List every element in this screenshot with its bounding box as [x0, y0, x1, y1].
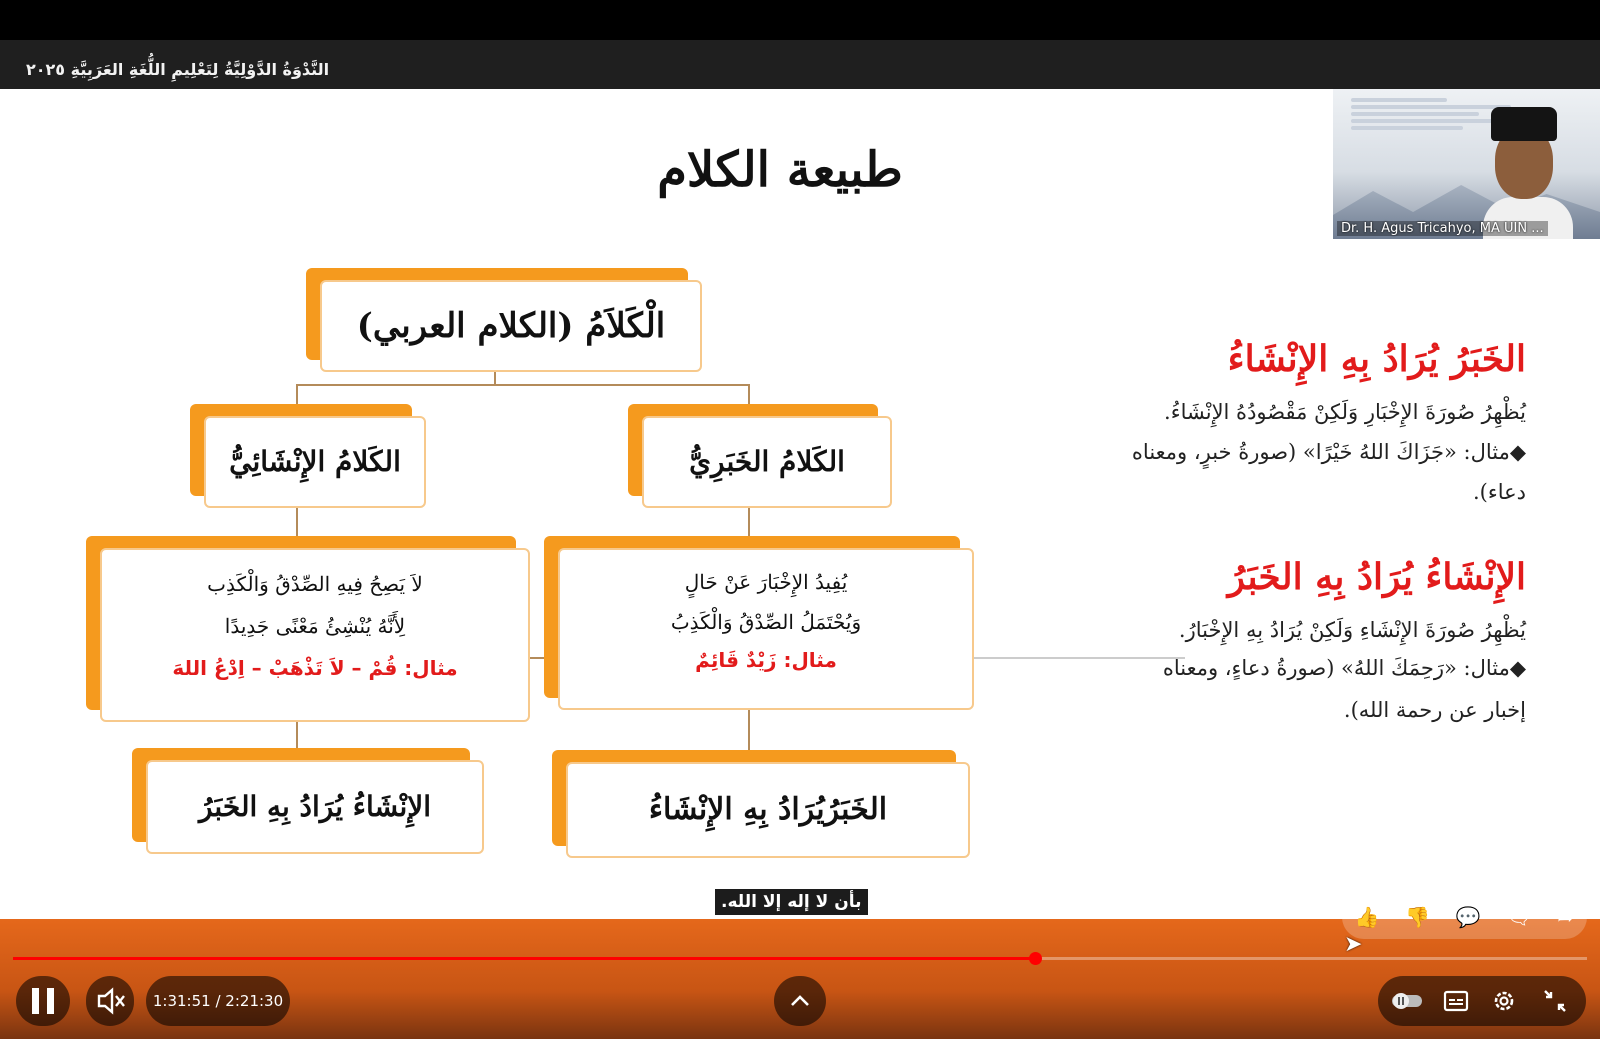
- connector-left-low: [296, 718, 298, 758]
- subtitle-caption: بأن لا إله إلا الله.: [715, 889, 868, 915]
- side-heading-2: الإِنْشَاءُ يُرَادُ بِهِ الخَبَرُ: [1227, 556, 1526, 598]
- connector-right-mid: [748, 506, 750, 546]
- meeting-title: النَّدْوَةُ الدَّوْلِيَّةُ لِتَعْلِيمِ اللُّغَةِ العَرَبِيَّةِ ٢٠٢٥: [26, 60, 330, 79]
- pause-icon: [16, 976, 70, 1026]
- progress-scrubber[interactable]: [1029, 952, 1042, 965]
- side-example-2-text: مثال: «رَحِمَكَ اللهُ» (صورةُ دعاءٍ، ومعناه: [1162, 656, 1510, 680]
- speaker-name: Dr. H. Agus Tricahyo, MA UIN ...: [1337, 221, 1548, 236]
- right-bottom-label: الخَبَرُيُرَادُ بِهِ الإِنْشَاءُ: [648, 792, 888, 827]
- side-text-1: يُظْهِرُ صُورَةَ الإِخْبَارِ وَلَكِنْ مَقْصُودُهُ الإِنْشَاءُ.: [1164, 400, 1526, 424]
- right-description-box: [558, 548, 974, 710]
- right-example: مثال: زَيْدٌ قَائِمٌ: [695, 648, 837, 672]
- exit-fullscreen-icon[interactable]: [1542, 988, 1568, 1014]
- side-example-1-text: مثال: «جَزَاكَ اللهُ خَيْرًا» (صورةُ خبرٍ، ومعناه: [1131, 440, 1510, 464]
- connector-horizontal-top: [296, 384, 750, 386]
- speaker-video[interactable]: [1333, 89, 1600, 239]
- mute-icon: [86, 976, 134, 1026]
- time-display: [146, 976, 290, 1026]
- progress-bar[interactable]: [13, 957, 1587, 960]
- diamond-bullet-icon: ◆: [1509, 656, 1526, 680]
- connector-left-down: [296, 384, 298, 412]
- left-desc-line1: لاَ يَصِحُ فِيهِ الصِّدْقُ وَالْكَذِب: [207, 572, 423, 596]
- share-icon[interactable]: ➦: [1557, 905, 1575, 929]
- right-bottom-box: [566, 762, 970, 858]
- progress-played: [13, 957, 1035, 960]
- connector-middle-horizontal: [528, 657, 556, 659]
- chevron-up-icon: [774, 976, 826, 1026]
- time-total: 2:21:30: [225, 992, 284, 1010]
- left-bottom-box: [146, 760, 484, 854]
- speaker-avatar: [1483, 107, 1568, 239]
- left-example: مثال: قُمْ – لاَ تَذْهَبْ – اِدْعُ اللهَ: [172, 656, 458, 680]
- chat-icon[interactable]: 🗨: [1506, 905, 1532, 929]
- side-text-2: يُظْهِرُ صُورَةَ الإِنْشَاءِ وَلَكِنْ يُرَادُ بِهِ الإِخْبَارُ.: [1178, 618, 1526, 642]
- like-icon[interactable]: 👍: [1354, 905, 1380, 929]
- top-black-bar: [0, 0, 1600, 40]
- time-separator: /: [210, 992, 226, 1010]
- connector-left-mid: [296, 506, 298, 546]
- root-box: [320, 280, 702, 372]
- diamond-bullet-icon: ◆: [1509, 440, 1526, 464]
- right-desc-line2: وَيُحْتَمَلُ الصِّدْقُ وَالْكَذِبُ: [670, 610, 862, 634]
- side-heading-1: الخَبَرُ يُرَادُ بِهِ الإِنْشَاءُ: [1227, 338, 1526, 380]
- mute-button[interactable]: [86, 976, 134, 1026]
- autoplay-toggle-icon[interactable]: [1390, 988, 1424, 1014]
- expand-chapters-button[interactable]: [774, 976, 826, 1026]
- left-description-box: [100, 548, 530, 722]
- left-branch-label: الكَلامُ الإِنْشَائِيُّ: [229, 445, 401, 478]
- subtitles-icon[interactable]: [1442, 988, 1470, 1014]
- side-example-2-line2: إخبار عن رحمة الله).: [1343, 698, 1526, 722]
- dislike-icon[interactable]: 👎: [1405, 905, 1431, 929]
- side-example-1-line1: [990, 440, 1526, 464]
- side-example-2-line1: [1000, 656, 1526, 680]
- reaction-bar: [1342, 895, 1587, 939]
- root-label: الْكَلاَمُ (الكلام العربي): [356, 306, 666, 346]
- left-branch-box: [204, 416, 426, 508]
- right-desc-line1: يُفِيدُ الإِخْبَارَ عَنْ حَالٍ: [684, 570, 848, 594]
- mouse-cursor-icon: ➤: [1344, 932, 1363, 957]
- connector-root-down: [494, 370, 496, 385]
- pause-button[interactable]: [16, 976, 70, 1026]
- left-desc-line2: لِأَنَّهُ يُنْشِئُ مَعْنًى جَدِيدًا: [224, 614, 406, 638]
- left-bottom-label: الإِنْشَاءُ يُرَادُ بِهِ الخَبَرُ: [198, 790, 432, 823]
- comment-icon[interactable]: 💬: [1455, 905, 1481, 929]
- slide-title: طبيعة الكلام: [657, 142, 903, 198]
- time-current: 1:31:51: [152, 992, 211, 1010]
- right-branch-label: الكَلامُ الخَبَرِيُّ: [689, 445, 845, 478]
- connector-right-down: [748, 384, 750, 412]
- side-example-1-line2: دعاء).: [1472, 480, 1526, 504]
- connector-right-low: [748, 706, 750, 758]
- settings-icon[interactable]: [1490, 987, 1518, 1015]
- right-branch-box: [642, 416, 892, 508]
- right-controls: [1378, 976, 1586, 1026]
